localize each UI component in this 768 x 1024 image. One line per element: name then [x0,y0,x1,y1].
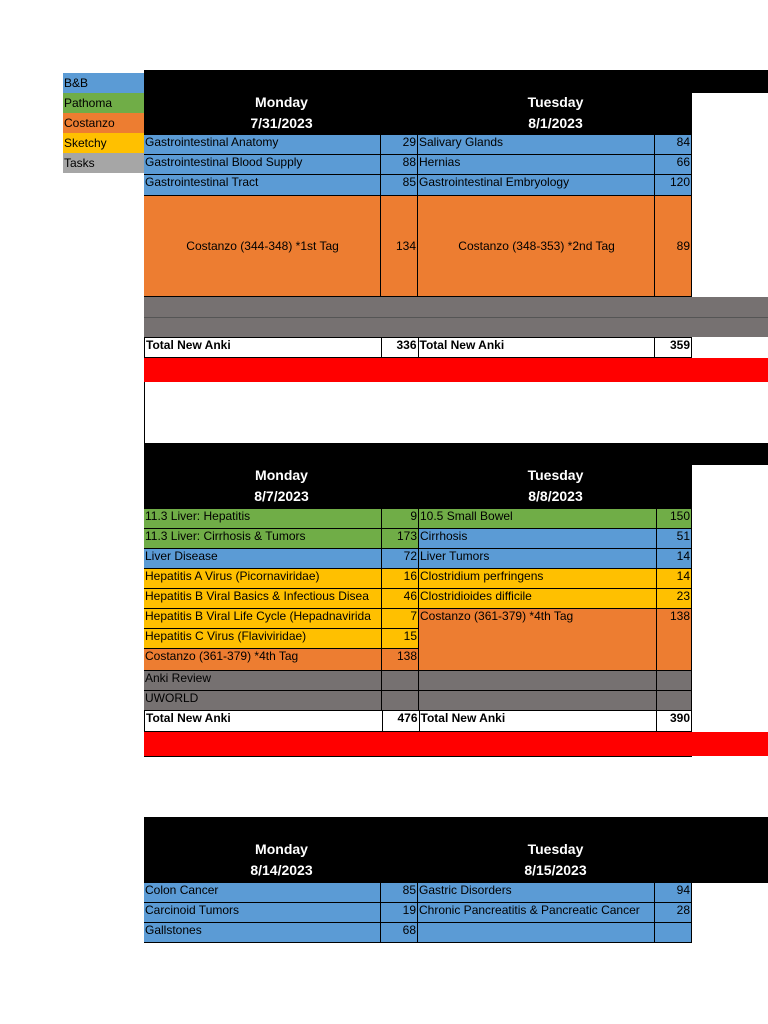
topic-cell: Gallstones [144,923,381,943]
total-label: Total New Anki [420,711,658,732]
count-cell: 72 [382,549,419,569]
count-cell [382,671,419,691]
list-item [144,649,419,671]
total-row [144,337,692,358]
total-label: Total New Anki [419,338,656,358]
total-label: Total New Anki [145,711,383,732]
topic-cell: Salivary Glands [418,135,655,155]
list-item [419,529,692,549]
day-name: Monday [255,841,308,857]
count-cell: 15 [382,629,419,649]
topic-cell: Hernias [418,155,655,175]
topic-cell: Gastrointestinal Tract [144,175,381,196]
table-row [144,883,692,903]
topic-cell: Hepatitis C Virus (Flaviviridae) [144,629,382,649]
legend-label: Costanzo [64,116,115,130]
count-cell [657,671,692,691]
task-row [144,318,768,337]
week1-tuesday-header [419,92,692,134]
count-cell: 7 [382,609,419,629]
count-cell: 29 [381,135,418,155]
divider [144,756,692,757]
count-cell: 85 [381,175,418,196]
topic-cell: Hepatitis A Virus (Picornaviridae) [144,569,382,589]
legend-sketchy [63,133,144,153]
count-cell: 68 [381,923,418,943]
day-date: 7/31/2023 [250,115,313,131]
count-cell: 9 [382,509,419,529]
count-cell: 94 [655,883,692,903]
day-date: 8/1/2023 [528,115,583,131]
count-cell: 120 [655,175,692,196]
table-row [144,923,692,943]
legend-label: B&B [64,76,89,90]
day-date: 8/8/2023 [528,488,583,504]
count-cell: 138 [657,609,692,671]
topic-cell: Colon Cancer [144,883,381,903]
list-item [144,529,419,549]
task-row [144,297,768,318]
table-row [144,155,692,175]
legend-label: Pathoma [64,96,113,110]
count-cell [382,691,419,711]
week1-monday-header [144,92,419,134]
topic-cell: Gastrointestinal Embryology [418,175,655,196]
topic-cell: Anki Review [144,671,382,691]
topic-cell: Liver Tumors [419,549,657,569]
topic-cell [419,671,657,691]
topic-cell: Costanzo (361-379) *4th Tag [419,609,657,671]
topic-cell: Clostridium perfringens [419,569,657,589]
list-item [144,691,419,711]
count-cell [655,923,692,943]
total-count: 336 [382,338,419,358]
count-cell: 28 [655,903,692,923]
topic-cell: Carcinoid Tumors [144,903,381,923]
topic-cell: 10.5 Small Bowel [419,509,657,529]
count-cell: 173 [382,529,419,549]
topic-cell: Gastrointestinal Anatomy [144,135,381,155]
week3-header-top [144,817,768,839]
topic-cell: Chronic Pancreatitis & Pancreatic Cancer [418,903,655,923]
legend-label: Sketchy [64,136,107,150]
table-row [144,903,692,923]
week2-tuesday-column [419,509,692,711]
day-date: 8/7/2023 [254,488,309,504]
separator-bar [144,732,768,756]
list-item [419,589,692,609]
list-item [419,509,692,529]
legend-bb [63,73,144,93]
list-item [144,609,419,629]
topic-cell: Gastric Disorders [418,883,655,903]
topic-cell: Liver Disease [144,549,382,569]
week2-monday-header [144,465,419,507]
day-name: Tuesday [527,467,584,483]
topic-cell: Hepatitis B Viral Life Cycle (Hepadnavirida [144,609,382,629]
total-count: 476 [383,711,420,732]
topic-cell: UWORLD [144,691,382,711]
count-cell: 88 [381,155,418,175]
topic-cell: Costanzo (348-353) *2nd Tag [418,196,655,297]
list-item [419,609,692,671]
count-cell: 23 [657,589,692,609]
list-item [419,691,692,711]
table-row-costanzo [144,196,692,297]
list-item [419,671,692,691]
count-cell: 84 [655,135,692,155]
day-name: Tuesday [527,94,584,110]
list-item [144,569,419,589]
count-cell: 14 [657,569,692,589]
day-name: Monday [255,467,308,483]
topic-cell: 11.3 Liver: Hepatitis [144,509,382,529]
total-count: 359 [655,338,692,358]
list-item [144,509,419,529]
count-cell: 138 [382,649,419,671]
count-cell [657,691,692,711]
table-row [144,135,692,155]
total-count: 390 [657,711,692,732]
week3-header-extension [692,839,768,883]
topic-cell: Gastrointestinal Blood Supply [144,155,381,175]
list-item [144,671,419,691]
count-cell: 85 [381,883,418,903]
legend-tasks [63,153,144,173]
week2-header-top [144,443,768,465]
week1-header-top [144,70,768,93]
topic-cell: Hepatitis B Viral Basics & Infectious Disea [144,589,382,609]
list-item [144,629,419,649]
topic-cell: Costanzo (344-348) *1st Tag [144,196,381,297]
count-cell: 14 [657,549,692,569]
count-cell: 46 [382,589,419,609]
separator-bar [144,358,768,382]
list-item [144,589,419,609]
week3-tuesday-header [419,839,692,881]
count-cell: 150 [657,509,692,529]
topic-cell [419,691,657,711]
count-cell: 66 [655,155,692,175]
count-cell: 89 [655,196,692,297]
week2-tuesday-header [419,465,692,507]
topic-cell: 11.3 Liver: Cirrhosis & Tumors [144,529,382,549]
total-row [144,711,692,732]
day-name: Monday [255,94,308,110]
list-item [419,569,692,589]
topic-cell: Cirrhosis [419,529,657,549]
week3-monday-header [144,839,419,881]
day-date: 8/14/2023 [250,862,313,878]
legend-label: Tasks [64,156,95,170]
count-cell: 134 [381,196,418,297]
total-label: Total New Anki [145,338,382,358]
list-item [419,549,692,569]
count-cell: 51 [657,529,692,549]
legend-costanzo [63,113,144,133]
table-row [144,175,692,196]
topic-cell [418,923,655,943]
divider [144,382,145,443]
legend-pathoma [63,93,144,113]
day-name: Tuesday [527,841,584,857]
week2-monday-column [144,509,419,711]
count-cell: 16 [382,569,419,589]
day-date: 8/15/2023 [524,862,587,878]
list-item [144,549,419,569]
topic-cell: Clostridioides difficile [419,589,657,609]
topic-cell: Costanzo (361-379) *4th Tag [144,649,382,671]
count-cell: 19 [381,903,418,923]
